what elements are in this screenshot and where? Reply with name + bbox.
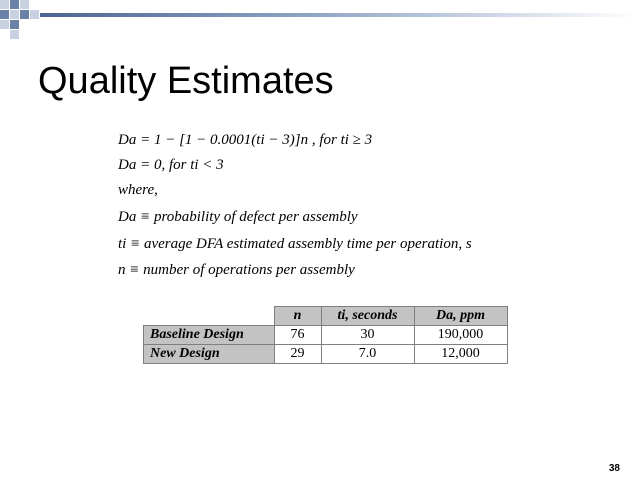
results-table xyxy=(143,306,508,364)
row-label: Baseline Design xyxy=(144,326,275,345)
formula-line-5: ti ≡ average DFA estimated assembly time per operation, s xyxy=(118,236,472,252)
header-n: n xyxy=(274,307,321,326)
formula-line-2: Da = 0, for ti < 3 xyxy=(118,157,224,173)
decorative-squares xyxy=(0,0,50,40)
table-header-row xyxy=(144,307,508,326)
formula-line-6: n ≡ number of operations per assembly xyxy=(118,262,355,278)
formula-line-1: Da = 1 − [1 − 0.0001(ti − 3)]n , for ti ≥ 3 xyxy=(118,132,373,148)
cell-da: 12,000 xyxy=(414,345,507,364)
cell-ti: 7.0 xyxy=(321,345,414,364)
header-ti: ti, seconds xyxy=(321,307,414,326)
formula-line-4: Da ≡ probability of defect per assembly xyxy=(118,209,358,225)
table-row xyxy=(144,345,508,364)
title-accent-bar xyxy=(40,13,638,17)
row-label: New Design xyxy=(144,345,275,364)
cell-da: 190,000 xyxy=(414,326,507,345)
cell-n: 29 xyxy=(274,345,321,364)
slide-title: Quality Estimates xyxy=(38,60,334,102)
cell-ti: 30 xyxy=(321,326,414,345)
formula-line-3: where, xyxy=(118,182,158,198)
page-number: 38 xyxy=(608,463,620,474)
table-row xyxy=(144,326,508,345)
table-corner-cell xyxy=(144,307,275,326)
cell-n: 76 xyxy=(274,326,321,345)
header-da: Da, ppm xyxy=(414,307,507,326)
